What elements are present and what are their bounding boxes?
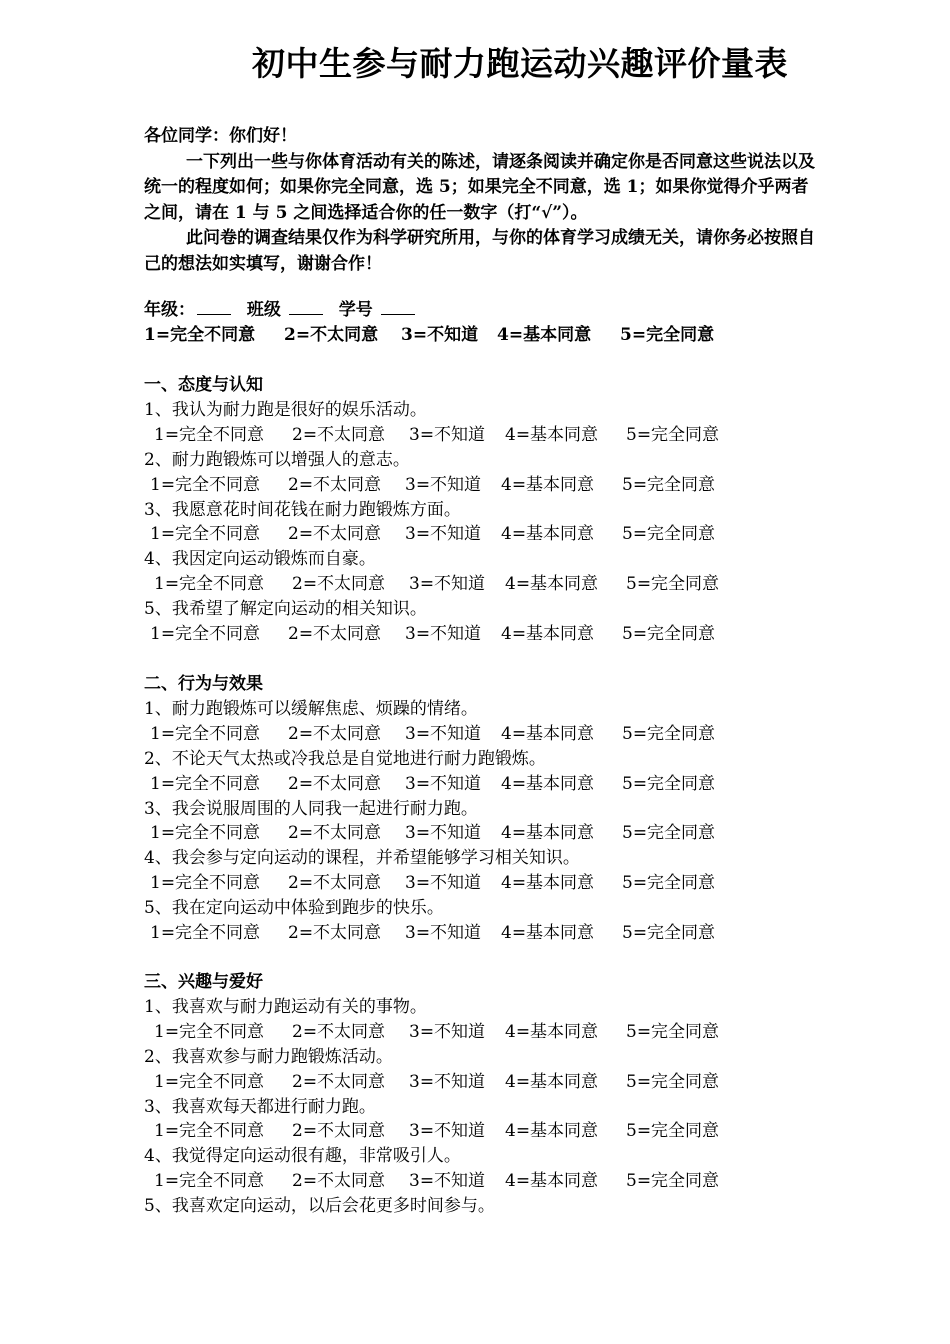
- student-info: [144, 298, 730, 348]
- option-1[interactable]: 1=完全不同意: [150, 624, 261, 645]
- option-3[interactable]: 3=不知道: [409, 424, 486, 445]
- option-2[interactable]: 2=不太同意: [292, 1121, 386, 1142]
- answer-options: [144, 622, 844, 647]
- option-5[interactable]: 5=完全同意: [622, 624, 716, 645]
- scale-2: 2=不太同意: [284, 325, 379, 345]
- scale-legend: [144, 323, 730, 348]
- question-item: 3、我会说服周围的人同我一起进行耐力跑。: [144, 798, 478, 819]
- option-3[interactable]: 3=不知道: [409, 574, 486, 595]
- option-1[interactable]: 1=完全不同意: [150, 524, 261, 545]
- option-1[interactable]: 1=完全不同意: [150, 773, 261, 794]
- question-item: 4、我因定向运动锻炼而自豪。: [144, 549, 376, 570]
- question-item: 1、我认为耐力跑是很好的娱乐活动。: [144, 399, 427, 420]
- scale-5: 5=完全同意: [620, 325, 715, 345]
- option-4[interactable]: 4=基本同意: [501, 524, 595, 545]
- option-4[interactable]: 4=基本同意: [505, 1171, 599, 1192]
- question-item: 2、不论天气太热或冷我总是自觉地进行耐力跑锻炼。: [144, 748, 546, 769]
- option-2[interactable]: 2=不太同意: [292, 1021, 386, 1042]
- class-blank[interactable]: [289, 298, 323, 315]
- option-4[interactable]: 4=基本同意: [501, 823, 595, 844]
- option-4[interactable]: 4=基本同意: [505, 574, 599, 595]
- option-4[interactable]: 4=基本同意: [501, 773, 595, 794]
- option-5[interactable]: 5=完全同意: [622, 723, 716, 744]
- option-5[interactable]: 5=完全同意: [626, 574, 720, 595]
- id-label: 学号: [338, 300, 373, 320]
- question-item: 2、耐力跑锻炼可以增强人的意志。: [144, 449, 410, 470]
- answer-options: [144, 522, 844, 547]
- option-5[interactable]: 5=完全同意: [626, 1021, 720, 1042]
- option-4[interactable]: 4=基本同意: [501, 923, 595, 944]
- intro-block: [144, 124, 824, 277]
- option-2[interactable]: 2=不太同意: [292, 1071, 386, 1092]
- option-2[interactable]: 2=不太同意: [288, 873, 382, 894]
- option-1[interactable]: 1=完全不同意: [150, 873, 261, 894]
- option-1[interactable]: 1=完全不同意: [154, 1021, 265, 1042]
- info-fields: [144, 298, 730, 323]
- option-2[interactable]: 2=不太同意: [288, 723, 382, 744]
- instruction-paragraph: 一下列出一些与你体育活动有关的陈述，请逐条阅读并确定你是否同意这些说法以及统一的程度如何；如果你完全同意，选 5；如果完全不同意，选 1；如果你觉得介乎两者之间，请在 1 与 5 之间选择适合你的任一数字（打“√”）。: [144, 151, 815, 223]
- option-4[interactable]: 4=基本同意: [505, 1121, 599, 1142]
- option-4[interactable]: 4=基本同意: [505, 1071, 599, 1092]
- option-3[interactable]: 3=不知道: [405, 624, 482, 645]
- id-blank[interactable]: [381, 298, 415, 315]
- section-title: 一、态度与认知: [144, 375, 263, 395]
- option-2[interactable]: 2=不太同意: [288, 524, 382, 545]
- option-2[interactable]: 2=不太同意: [288, 773, 382, 794]
- option-5[interactable]: 5=完全同意: [622, 923, 716, 944]
- option-4[interactable]: 4=基本同意: [505, 424, 599, 445]
- greeting: 各位同学：你们好！: [144, 126, 297, 146]
- section-attitude: [144, 373, 844, 647]
- option-5[interactable]: 5=完全同意: [622, 773, 716, 794]
- option-1[interactable]: 1=完全不同意: [150, 474, 261, 495]
- answer-options: [144, 1169, 844, 1194]
- class-label: 班级: [246, 300, 281, 320]
- option-3[interactable]: 3=不知道: [405, 823, 482, 844]
- option-5[interactable]: 5=完全同意: [622, 474, 716, 495]
- page-title: 初中生参与耐力跑运动兴趣评价量表: [252, 44, 788, 83]
- option-2[interactable]: 2=不太同意: [292, 574, 386, 595]
- option-1[interactable]: 1=完全不同意: [154, 574, 265, 595]
- option-2[interactable]: 2=不太同意: [288, 823, 382, 844]
- answer-options: [144, 1070, 844, 1095]
- answer-options: [144, 1020, 844, 1045]
- question-item: 2、我喜欢参与耐力跑锻炼活动。: [144, 1046, 393, 1067]
- answer-options: [144, 821, 844, 846]
- option-1[interactable]: 1=完全不同意: [154, 1121, 265, 1142]
- option-3[interactable]: 3=不知道: [409, 1171, 486, 1192]
- question-item: 5、我喜欢定向运动，以后会花更多时间参与。: [144, 1196, 495, 1217]
- option-4[interactable]: 4=基本同意: [501, 723, 595, 744]
- answer-options: [144, 772, 844, 797]
- option-4[interactable]: 4=基本同意: [505, 1021, 599, 1042]
- disclaimer-paragraph: 此问卷的调查结果仅作为科学研究所用，与你的体育学习成绩无关，请你务必按照自己的想法如实填写，谢谢合作！: [144, 228, 815, 274]
- option-5[interactable]: 5=完全同意: [626, 424, 720, 445]
- option-3[interactable]: 3=不知道: [405, 524, 482, 545]
- option-4[interactable]: 4=基本同意: [501, 474, 595, 495]
- option-1[interactable]: 1=完全不同意: [154, 1171, 265, 1192]
- answer-options: [144, 871, 844, 896]
- section-interest: [144, 970, 844, 1219]
- grade-label: 年级：: [144, 300, 195, 320]
- option-2[interactable]: 2=不太同意: [292, 1171, 386, 1192]
- option-2[interactable]: 2=不太同意: [288, 923, 382, 944]
- option-3[interactable]: 3=不知道: [405, 773, 482, 794]
- option-5[interactable]: 5=完全同意: [622, 873, 716, 894]
- option-5[interactable]: 5=完全同意: [622, 823, 716, 844]
- option-3[interactable]: 3=不知道: [409, 1121, 486, 1142]
- grade-blank[interactable]: [197, 298, 231, 315]
- option-2[interactable]: 2=不太同意: [288, 474, 382, 495]
- answer-options: [144, 722, 844, 747]
- option-5[interactable]: 5=完全同意: [626, 1121, 720, 1142]
- answer-options: [144, 1119, 844, 1144]
- question-item: 3、我喜欢每天都进行耐力跑。: [144, 1096, 376, 1117]
- option-3[interactable]: 3=不知道: [409, 1071, 486, 1092]
- option-4[interactable]: 4=基本同意: [501, 873, 595, 894]
- option-1[interactable]: 1=完全不同意: [154, 1071, 265, 1092]
- section-behavior: [144, 672, 844, 946]
- question-item: 5、我在定向运动中体验到跑步的快乐。: [144, 898, 444, 919]
- answer-options: [144, 921, 844, 946]
- option-2[interactable]: 2=不太同意: [288, 624, 382, 645]
- scale-4: 4=基本同意: [497, 325, 592, 345]
- option-3[interactable]: 3=不知道: [405, 723, 482, 744]
- answer-options: [144, 473, 844, 498]
- option-5[interactable]: 5=完全同意: [622, 524, 716, 545]
- option-1[interactable]: 1=完全不同意: [150, 923, 261, 944]
- scale-1: 1=完全不同意: [144, 325, 256, 345]
- option-1[interactable]: 1=完全不同意: [150, 823, 261, 844]
- option-3[interactable]: 3=不知道: [409, 1021, 486, 1042]
- section-title: 二、行为与效果: [144, 674, 263, 694]
- answer-options: [144, 572, 844, 597]
- option-3[interactable]: 3=不知道: [405, 474, 482, 495]
- option-3[interactable]: 3=不知道: [405, 923, 482, 944]
- option-5[interactable]: 5=完全同意: [626, 1171, 720, 1192]
- question-item: 3、我愿意花时间花钱在耐力跑锻炼方面。: [144, 499, 461, 520]
- option-5[interactable]: 5=完全同意: [626, 1071, 720, 1092]
- question-item: 4、我会参与定向运动的课程，并希望能够学习相关知识。: [144, 848, 580, 869]
- option-1[interactable]: 1=完全不同意: [154, 424, 265, 445]
- option-4[interactable]: 4=基本同意: [501, 624, 595, 645]
- question-item: 1、耐力跑锻炼可以缓解焦虑、烦躁的情绪。: [144, 698, 478, 719]
- question-item: 1、我喜欢与耐力跑运动有关的事物。: [144, 996, 427, 1017]
- question-item: 4、我觉得定向运动很有趣，非常吸引人。: [144, 1146, 461, 1167]
- option-3[interactable]: 3=不知道: [405, 873, 482, 894]
- section-title: 三、兴趣与爱好: [144, 972, 263, 992]
- option-1[interactable]: 1=完全不同意: [150, 723, 261, 744]
- scale-3: 3=不知道: [401, 325, 479, 345]
- option-2[interactable]: 2=不太同意: [292, 424, 386, 445]
- answer-options: [144, 423, 844, 448]
- question-item: 5、我希望了解定向运动的相关知识。: [144, 599, 427, 620]
